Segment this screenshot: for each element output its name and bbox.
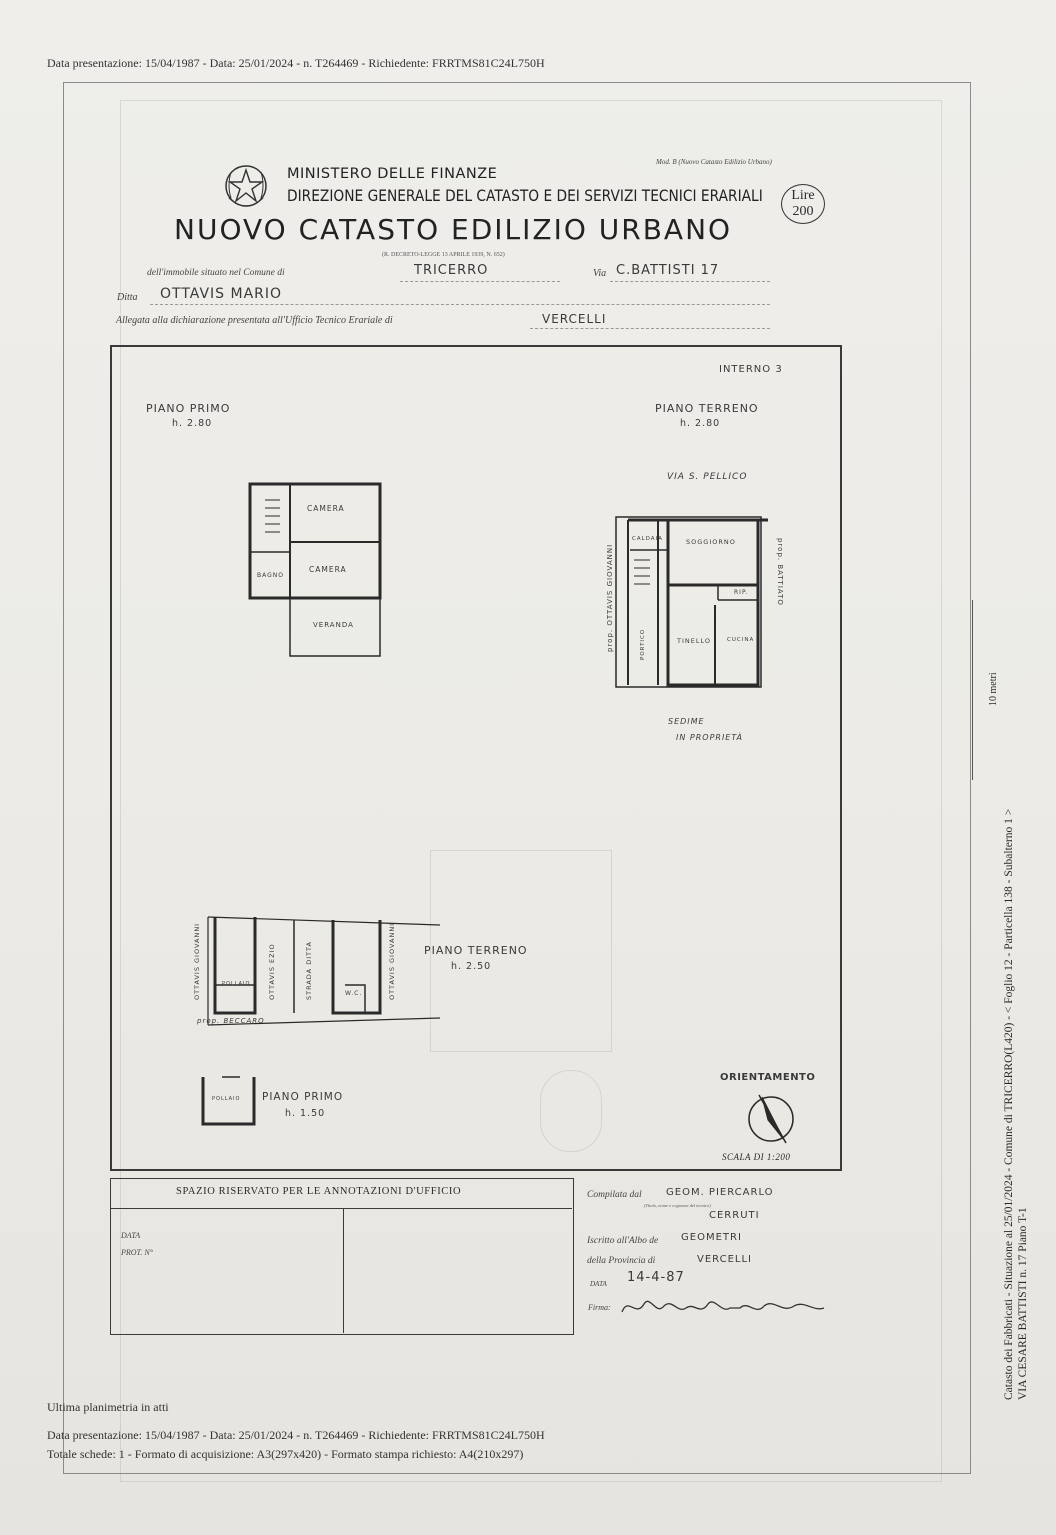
signature-scribble (618, 1292, 828, 1322)
scale-mark-label: 10 metri (988, 672, 999, 706)
sedime-label: SEDIME (668, 717, 705, 726)
side-text-line1: Catasto dei Fabbricati - Situazione al 25/01/2024 - Comune di TRICERRO(L420) - < Foglio 12 - Particella 138 - Subalterno 1 > (1003, 808, 1015, 1400)
room-camera-1: CAMERA (307, 504, 345, 513)
prop-ottavis-giovanni-label: prop. OTTAVIS GIOVANNI (606, 543, 614, 652)
orientamento-label: ORIENTAMENTO (720, 1072, 816, 1083)
date-value: 14-4-87 (627, 1270, 685, 1285)
ottavis-giovanni-b-label: OTTAVIS GIOVANNI (388, 922, 396, 1000)
via-value: C.BATTISTI 17 (616, 263, 720, 278)
decree-text: (R. DECRETO-LEGGE 13 APRILE 1939, N. 652) (382, 252, 505, 258)
firma-label: Firma: (588, 1303, 611, 1312)
office-annotations-box (110, 1178, 574, 1335)
albo-value: GEOMETRI (681, 1232, 742, 1243)
room-pollaio-2: POLLAIO (212, 1096, 241, 1102)
footer-line-2: Totale schede: 1 - Formato di acquisizione: A3(297x420) - Formato stampa richiesto: A4(210x297) (47, 1447, 524, 1461)
piano-terreno-2-height: h. 2.50 (451, 961, 492, 972)
office-column-divider (343, 1208, 344, 1333)
via-label: Via (593, 268, 607, 279)
mod-label: Mod. B (Nuovo Catasto Edilizio Urbano) (656, 158, 772, 166)
comune-label: dell'immobile situato nel Comune di (147, 268, 285, 278)
room-pollaio-1: POLLAIO (222, 981, 251, 987)
ottavis-giovanni-a-label: OTTAVIS GIOVANNI (193, 922, 201, 1000)
room-veranda: VERANDA (313, 621, 354, 629)
room-soggiorno: SOGGIORNO (686, 538, 736, 546)
prop-beccaro-label: prop. BECCARO (197, 1017, 265, 1025)
ministry-title: MINISTERO DELLE FINANZE (287, 166, 498, 182)
compilata-sub: (Titolo, nome e cognome del tecnico) (644, 1203, 711, 1208)
compilata-value-2: CERRUTI (709, 1210, 760, 1221)
scale-label: SCALA DI 1:200 (722, 1152, 791, 1162)
room-portico: PORTICO (640, 628, 646, 660)
prop-battiato-label: prop. BATTIATO (776, 538, 784, 606)
room-wc: W.C. (345, 990, 363, 997)
compilata-label: Compilata dal (587, 1190, 642, 1200)
in-proprieta-label: IN PROPRIETÀ (676, 733, 743, 742)
room-cucina: CUCINA (727, 637, 755, 643)
allegata-value: VERCELLI (542, 312, 607, 326)
piano-primo-2-label: PIANO PRIMO (262, 1091, 344, 1103)
header-line: Data presentazione: 15/04/1987 - Data: 25/01/2024 - n. T264469 - Richiedente: FRRTMS81C24L750H (47, 56, 545, 70)
stamp-line1: Lire (791, 188, 815, 203)
strada-ditta-label: STRADA DITTA (305, 941, 313, 1000)
piano-primo-1-height: h. 2.80 (172, 418, 213, 429)
provincia-label: della Provincia di (587, 1256, 656, 1266)
piano-terreno-1-label: PIANO TERRENO (655, 402, 759, 415)
ottavis-ezio-label: OTTAVIS EZIO (268, 943, 276, 1000)
room-tinello: TINELLO (677, 637, 711, 645)
footer-ultima: Ultima planimetria in atti (47, 1400, 169, 1414)
room-rip: RIP. (734, 589, 749, 596)
room-camera-2: CAMERA (309, 565, 347, 574)
albo-label: Iscritto all'Albo de (587, 1236, 659, 1246)
scale-mark-line (972, 600, 973, 780)
piano-terreno-2-label: PIANO TERRENO (424, 944, 528, 957)
piano-primo-2-height: h. 1.50 (285, 1108, 326, 1119)
page-title: NUOVO CATASTO EDILIZIO URBANO (174, 213, 733, 246)
stamp-line2: 200 (792, 204, 814, 219)
interno-label: INTERNO 3 (719, 364, 783, 375)
office-prot-label: PROT. N° (121, 1248, 153, 1257)
date-label: DATA (590, 1280, 607, 1288)
ditta-label: Ditta (117, 292, 138, 303)
provincia-value: VERCELLI (697, 1254, 753, 1265)
room-bagno: BAGNO (257, 572, 284, 579)
side-text-line2: VIA CESARE BATTISTI n. 17 Piano T-1 (1017, 1207, 1029, 1400)
allegata-label: Allegata alla dichiarazione presentata all'Ufficio Tecnico Erariale di (116, 315, 393, 326)
office-title: SPAZIO RISERVATO PER LE ANNOTAZIONI D'UFFICIO (176, 1186, 462, 1197)
compilata-value: GEOM. PIERCARLO (666, 1187, 774, 1198)
piano-primo-1-label: PIANO PRIMO (146, 402, 231, 415)
piano-terreno-1-height: h. 2.80 (680, 418, 721, 429)
office-divider (110, 1208, 572, 1209)
via-pellico-label: VIA S. PELLICO (667, 472, 748, 482)
direction-title: DIREZIONE GENERALE DEL CATASTO E DEI SERVIZI TECNICI ERARIALI (287, 186, 763, 205)
comune-value: TRICERRO (414, 263, 489, 278)
office-data-label: DATA (121, 1231, 141, 1240)
room-caldaia: CALDAIA (632, 536, 663, 542)
footer-line-1: Data presentazione: 15/04/1987 - Data: 25/01/2024 - n. T264469 - Richiedente: FRRTMS81C24L750H (47, 1428, 545, 1442)
ditta-value: OTTAVIS MARIO (160, 286, 283, 302)
